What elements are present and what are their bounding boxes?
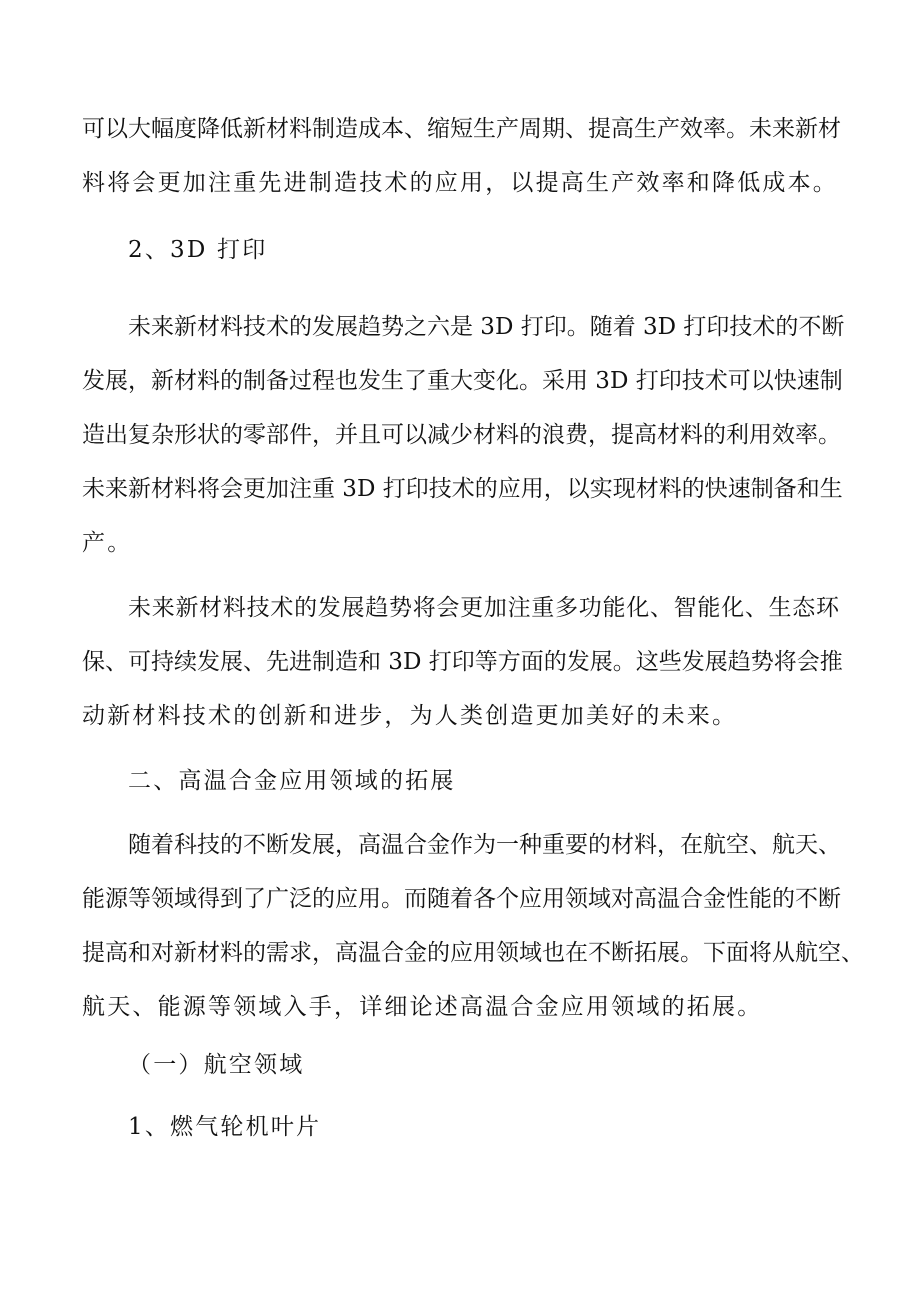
paragraph-line: 提高和对新材料的需求，高温合金的应用领域也在不断拓展。下面将从航空、 [82,940,864,966]
paragraph-line: 保、可持续发展、先进制造和 3D 打印等方面的发展。这些发展趋势将会推 [82,649,843,675]
paragraph-line: 可以大幅度降低新材料制造成本、缩短生产周期、提高生产效率。未来新材 [82,116,841,142]
subsection-heading-aviation: （一）航空领域 [128,1052,305,1078]
paragraph-line: 未来新材料将会更加注重 3D 打印技术的应用，以实现材料的快速制备和生 [82,476,843,502]
paragraph-line: 未来新材料技术的发展趋势之六是 3D 打印。随着 3D 打印技术的不断 [128,314,845,340]
paragraph-line: 造出复杂形状的零部件，并且可以减少材料的浪费，提高材料的利用效率。 [82,422,841,448]
paragraph-line: 产。 [82,530,133,556]
paragraph-line: 料将会更加注重先进制造技术的应用，以提高生产效率和降低成本。 [82,170,838,196]
subsection-heading-turbine-blades: 1、燃气轮机叶片 [128,1114,322,1140]
section-heading-high-temp-alloy: 二、高温合金应用领域的拓展 [128,768,456,794]
section-heading-3d-printing: 2、3D 打印 [128,237,268,263]
paragraph-line: 随着科技的不断发展，高温合金作为一种重要的材料，在航空、航天、 [128,832,841,858]
paragraph-line: 未来新材料技术的发展趋势将会更加注重多功能化、智能化、生态环 [128,595,839,621]
paragraph-line: 航天、能源等领域入手，详细论述高温合金应用领域的拓展。 [82,994,763,1020]
paragraph-line: 动新材料技术的创新和进步，为人类创造更加美好的未来。 [82,703,738,729]
paragraph-line: 发展，新材料的制备过程也发生了重大变化。采用 3D 打印技术可以快速制 [82,368,843,394]
paragraph-line: 能源等领域得到了广泛的应用。而随着各个应用领域对高温合金性能的不断 [82,886,841,912]
